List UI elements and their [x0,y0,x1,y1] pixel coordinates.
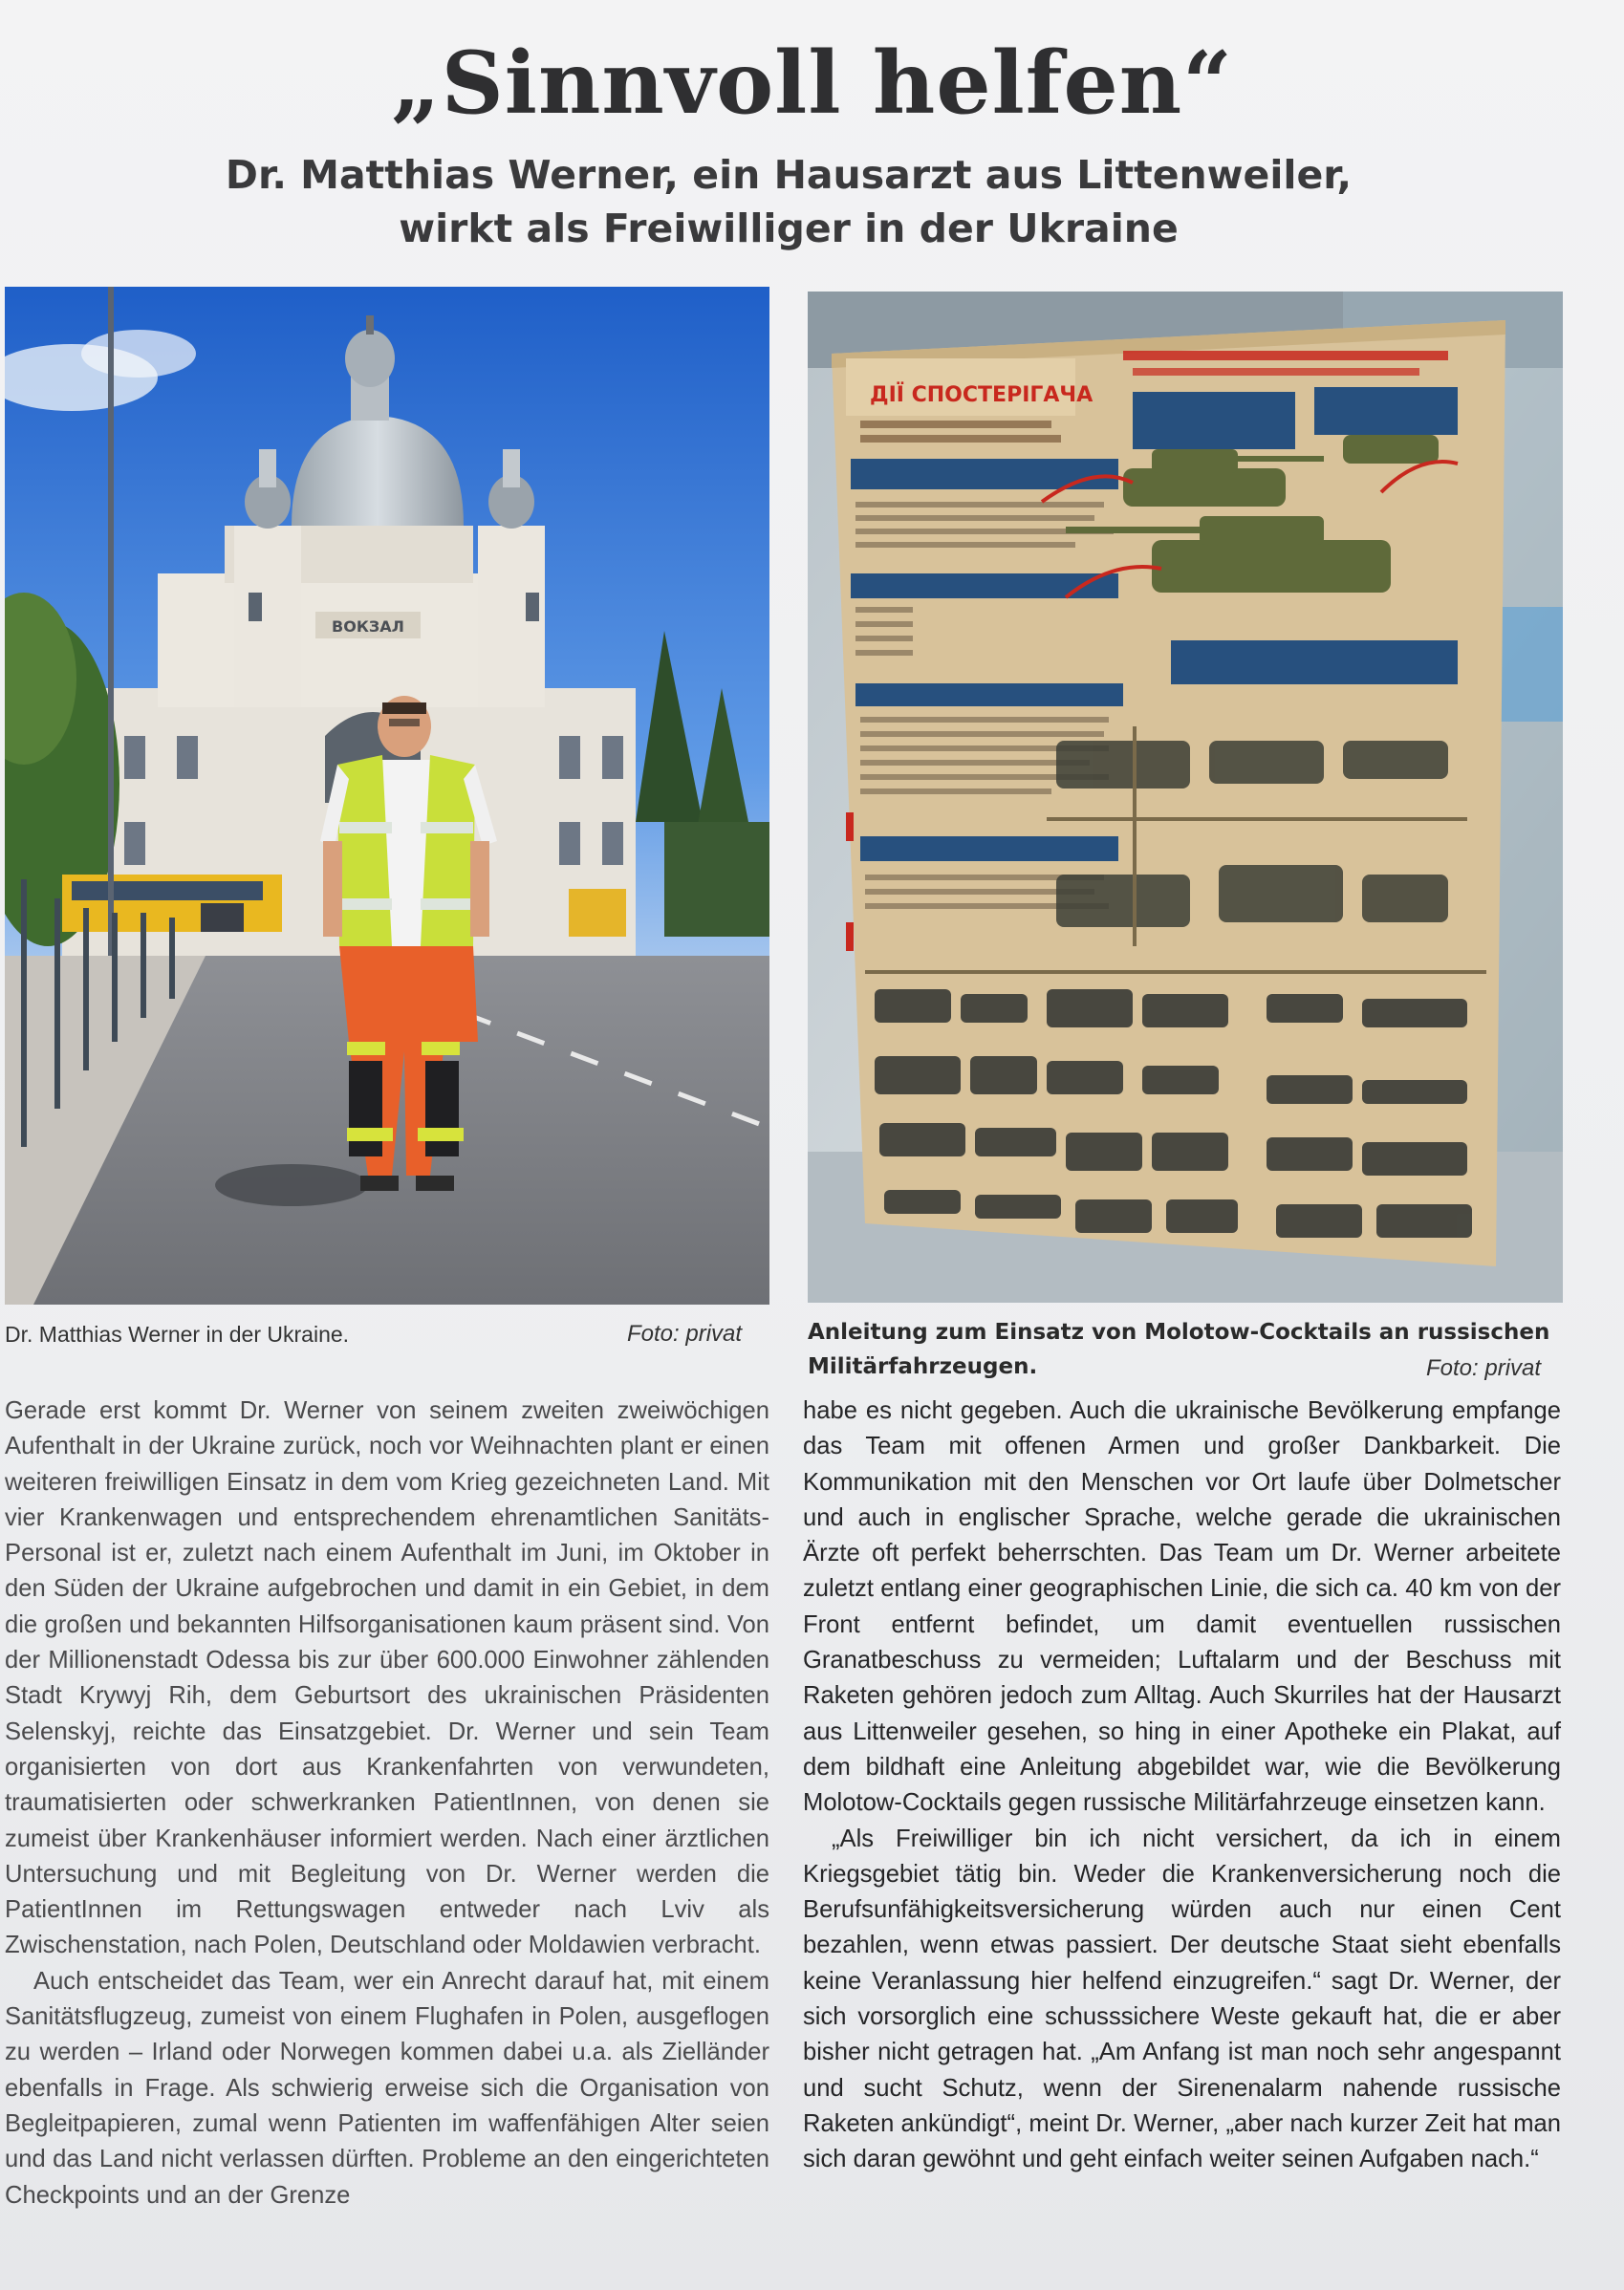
article-column-right [803,1393,1561,2178]
article-headline: „Sinnvoll helfen“ [391,32,1233,134]
right-photo-credit: Foto: privat [1426,1355,1542,1381]
left-paragraph-1: Gerade erst kommt Dr. Werner von seinem zweiten zweiwöchigen Aufenthalt in der Ukraine zurück, noch vor Weihnachten plant er einen weiteren freiwilligen Einsatz in dem vom Krieg gezeichneten Land. Mit vier Krankenwagen und entsprechendem ehrenamtlichen Sanitäts-Personal ist er, zuletzt nach einem Aufenthalt im Juni, im Oktober in den Süden der Ukraine aufgebrochen und damit in ein Gebiet, in dem die großen und bekannten Hilfsorganisationen kaum präsent sind. Von der Millionenstadt Odessa bis zur über 600.000 Einwohner zählenden Stadt Krywyj Rih, dem Geburtsort des ukrainischen Präsidenten Selenskyj, reichte das Einsatzgebiet. Dr. Werner und sein Team organisierten von dort aus Krankenfahrten von verwundeten, traumatisierten oder schwerkranken PatientInnen, von denen sie zumeist über Krankenhäuser informiert werden. Nach einer ärztlichen Untersuchung und mit Begleitung von Dr. Werner werden die PatientInnen im Rettungswagen entweder nach Lviv als Zwischenstation, nach Polen, Deutschland oder Moldawien verbracht. [5,1397,769,1959]
photo-molotov-poster [808,292,1563,1303]
subheadline-line-2: wirkt als Freiwilliger in der Ukraine [399,205,1179,251]
right-paragraph-1: habe es nicht gegeben. Auch die ukrainische Bevölkerung empfange das Team mit offenen Armen und großer Dankbarkeit. Die Kommunikation mit den Menschen vor Ort laufe über Dolmetscher und auch in englischer Sprache, welche gerade die ukrainischen Ärzte oft perfekt beherrschten. Das Team um Dr. Werner arbeitete zuletzt entlang einer geographischen Linie, die sich ca. 40 km von der Front entfernt befindet, um damit eventuellen russischen Granatbeschuss zu vermeiden; Luftalarm und der Beschuss mit Raketen gehören jedoch zum Alltag. Auch Skurriles hat der Hausarzt aus Littenweiler gesehen, so hing in einer Apotheke ein Plakat, auf dem bildhaft eine Anleitung abgebildet war, wie die Bevölkerung Molotow-Cocktails gegen russische Militärfahrzeuge einsetzen kann. [803,1397,1561,1817]
poster-title-text: ДІЇ СПОСТЕРІГАЧА [870,383,1093,407]
subheadline-line-1: Dr. Matthias Werner, ein Hausarzt aus Littenweiler, [225,152,1353,198]
photo-doctor-at-station [5,287,769,1305]
right-caption-line-2: Militärfahrzeugen. [808,1354,1038,1379]
left-paragraph-2: Auch entscheidet das Team, wer ein Anrecht darauf hat, mit einem Sanitätsflugzeug, zumeist von einem Flughafen in Polen, ausgeflogen zu werden – Irland oder Norwegen kommen dabei u.a. als Zielländer ebenfalls in Frage. Als schwierig erweise sich die Organisation von Begleitpapieren, zumal wenn Patienten im waffenfähigen Alter seien und das Land nicht verlassen dürften. Probleme an den eingerichteten Checkpoints und an der Grenze [5,1967,769,2209]
left-photo-credit: Foto: privat [627,1321,743,1347]
article-subheadline [143,148,1434,255]
station-sign-text: ВОКЗАЛ [332,617,404,636]
right-caption-line-1: Anleitung zum Einsatz von Molotow-Cocktails an russischen [808,1320,1550,1345]
left-photo-caption: Dr. Matthias Werner in der Ukraine. [5,1322,350,1347]
article-column-left [5,1393,769,2214]
right-paragraph-2: „Als Freiwilliger bin ich nicht versichert, da ich in einem Kriegsgebiet tätig bin. Weder die Krankenversicherung noch die Berufsunfähigkeitsversicherung würden auch nur einen Cent bezahlen, wenn etwas passiert. Der deutsche Staat sieht ebenfalls keine Veranlassung hier helfend einzugreifen.“ sagt Dr. Werner, der sich vorsorglich eine schusssichere Weste gekauft hat, die er aber bisher nicht getragen hat. „Am Anfang ist man noch sehr angespannt und sucht Schutz, wenn der Sirenenalarm nahende russische Raketen ankündigt“, meint Dr. Werner, „aber nach kurzer Zeit hat man sich daran gewöhnt und geht einfach weiter seinen Aufgaben nach.“ [803,1825,1561,2173]
